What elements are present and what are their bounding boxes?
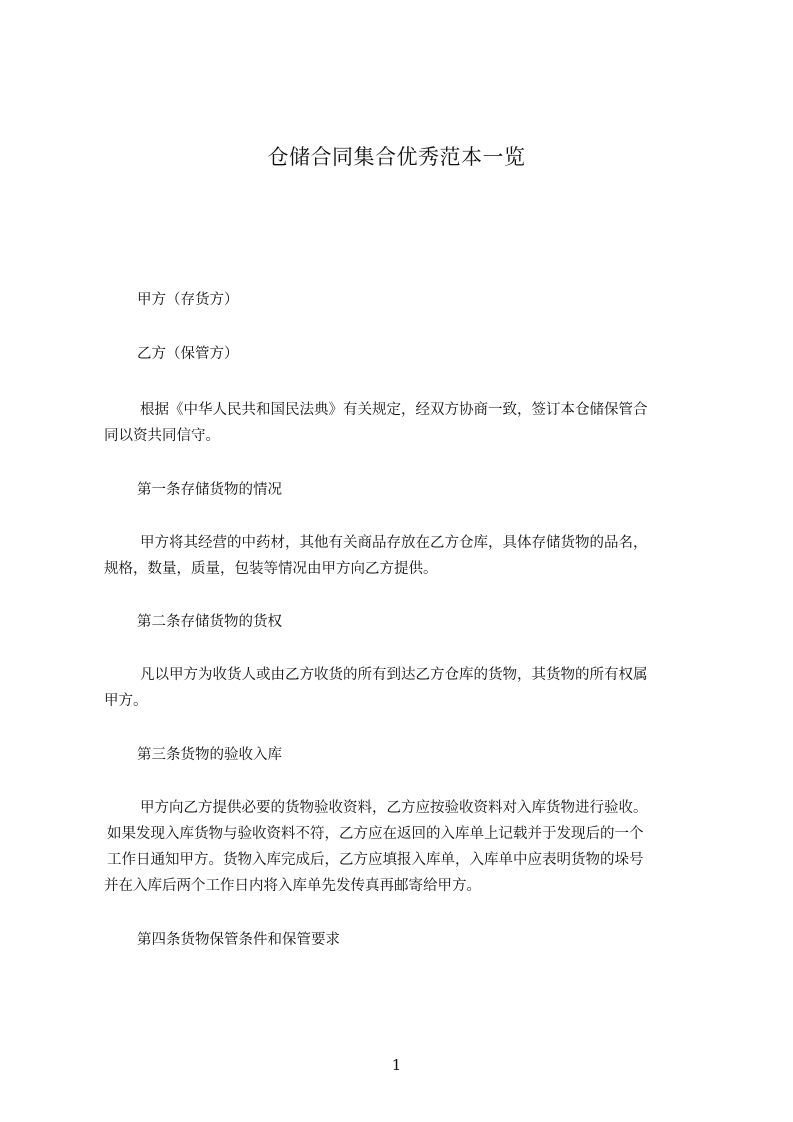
page-number: 1 <box>391 1056 402 1074</box>
article-2-heading: 第二条存储货物的货权 <box>137 614 282 630</box>
article-4-heading: 第四条货物保管条件和保管要求 <box>137 932 340 948</box>
article-3-line-2: 如果发现入库货物与验收资料不符，乙方应在返回的入库单上记载并于发现后的一个 <box>107 826 644 842</box>
article-1-line-1: 甲方将其经营的中药材，其他有关商品存放在乙方仓库，具体存储货物的品名， <box>140 535 648 551</box>
article-2-line-2: 甲方。 <box>104 693 148 709</box>
article-3-line-4: 并在入库后两个工作日内将入库单先发传真再邮寄给甲方。 <box>104 878 481 894</box>
article-1-heading: 第一条存储货物的情况 <box>137 482 282 498</box>
party-a-line: 甲方（存货方） <box>137 292 239 308</box>
article-3-heading: 第三条货物的验收入库 <box>137 747 282 763</box>
document-title: 仓储合同集合优秀范本一览 <box>267 145 526 169</box>
party-b-line: 乙方（保管方） <box>137 346 239 362</box>
article-1-line-2: 规格，数量，质量，包装等情况由甲方向乙方提供。 <box>104 561 438 577</box>
article-3-line-3: 工作日通知甲方。货物入库完成后，乙方应填报入库单，入库单中应表明货物的垛号 <box>107 852 644 868</box>
article-3-line-1: 甲方向乙方提供必要的货物验收资料，乙方应按验收资料对入库货物进行验收。 <box>140 800 648 816</box>
intro-paragraph-line-1: 根据《中华人民共和国民法典》有关规定，经双方协商一致，签订本仓储保管合 <box>140 402 648 418</box>
article-2-line-1: 凡以甲方为收货人或由乙方收货的所有到达乙方仓库的货物，其货物的所有权属 <box>140 667 648 683</box>
intro-paragraph-line-2: 同以资共同信守。 <box>104 428 220 444</box>
